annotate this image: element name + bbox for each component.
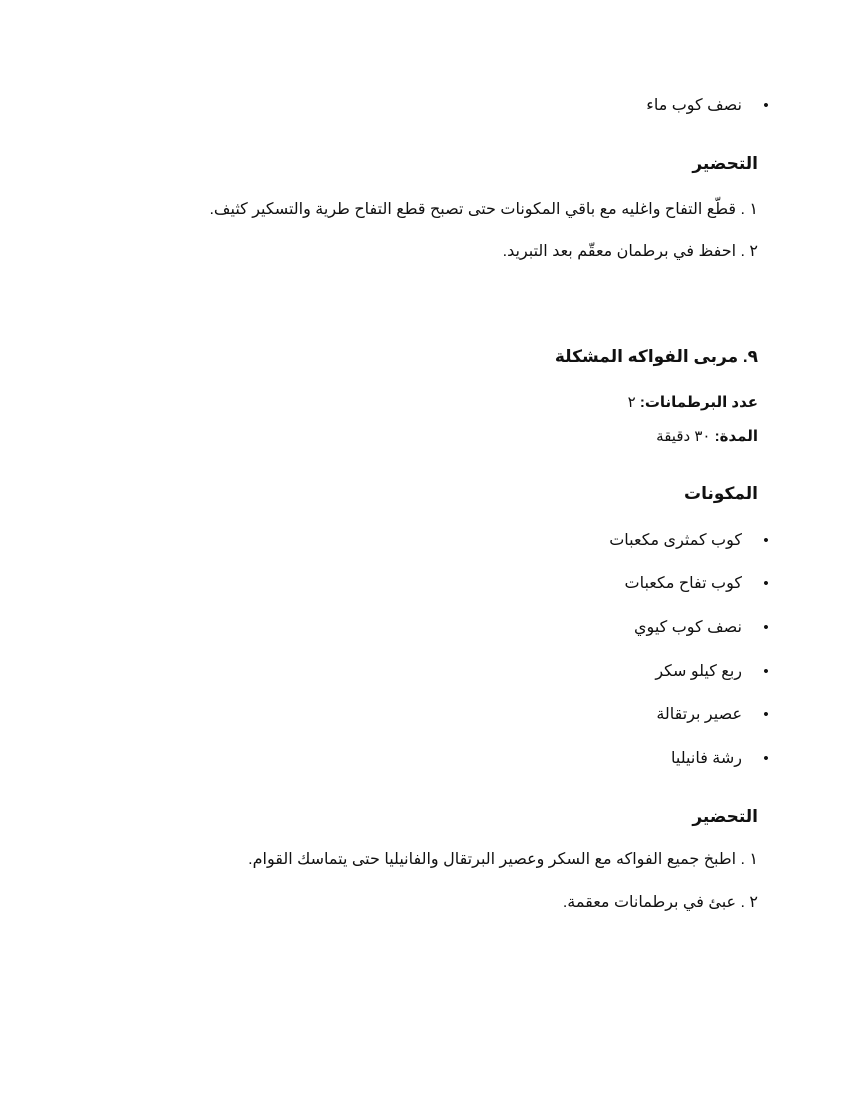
ingredient-text: عصير برتقالة <box>656 706 742 723</box>
list-item <box>655 662 769 682</box>
bullet-icon: • <box>763 619 769 636</box>
duration-label: المدة: <box>714 428 758 445</box>
bullet-icon: • <box>763 706 769 723</box>
step-text: اطبخ جميع الفواكه مع السكر وعصير البرتقال والفانيليا حتى يتماسك القوام. <box>248 851 737 868</box>
ingredient-text: رشة فانيليا <box>671 750 742 767</box>
list-item <box>646 96 769 116</box>
step-number: ١ . <box>740 851 758 868</box>
list-item <box>609 531 769 551</box>
bullet-icon: • <box>763 575 769 592</box>
duration <box>656 427 758 447</box>
ingredient-text: كوب كمثرى مكعبات <box>609 532 742 549</box>
jars-value: ٢ <box>627 394 636 411</box>
jars-count <box>628 393 758 413</box>
list-item <box>671 749 769 769</box>
step-item <box>209 200 758 220</box>
preparation-heading: التحضير <box>692 807 758 826</box>
bullet-icon: • <box>763 663 769 680</box>
duration-value: ٣٠ دقيقة <box>656 428 711 445</box>
ingredient-text: نصف كوب ماء <box>646 97 742 114</box>
step-number: ٢ . <box>740 894 758 911</box>
ingredient-text: نصف كوب كيوي <box>634 619 742 636</box>
list-item <box>656 705 769 725</box>
list-item <box>624 574 769 594</box>
bullet-icon: • <box>763 97 769 114</box>
list-item <box>634 618 769 638</box>
bullet-icon: • <box>763 532 769 549</box>
step-text: احفظ في برطمان معقّم بعد التبريد. <box>502 243 737 260</box>
step-number: ١ . <box>740 201 758 218</box>
ingredient-text: كوب تفاح مكعبات <box>624 575 742 592</box>
step-item <box>248 850 758 870</box>
bullet-icon: • <box>763 750 769 767</box>
recipe-title: ٩. مربى الفواكه المشكلة <box>554 347 758 366</box>
jars-label: عدد البرطمانات: <box>639 394 758 411</box>
step-item <box>563 893 758 913</box>
ingredient-text: ربع كيلو سكر <box>655 663 742 680</box>
step-item <box>503 242 758 262</box>
preparation-heading: التحضير <box>692 154 758 173</box>
step-text: عبئ في برطمانات معقمة. <box>562 894 737 911</box>
ingredients-heading: المكونات <box>683 484 758 503</box>
step-text: قطّع التفاح واغليه مع باقي المكونات حتى تصبح قطع التفاح طرية والتسكير كثيف. <box>209 201 737 218</box>
step-number: ٢ . <box>740 243 758 260</box>
